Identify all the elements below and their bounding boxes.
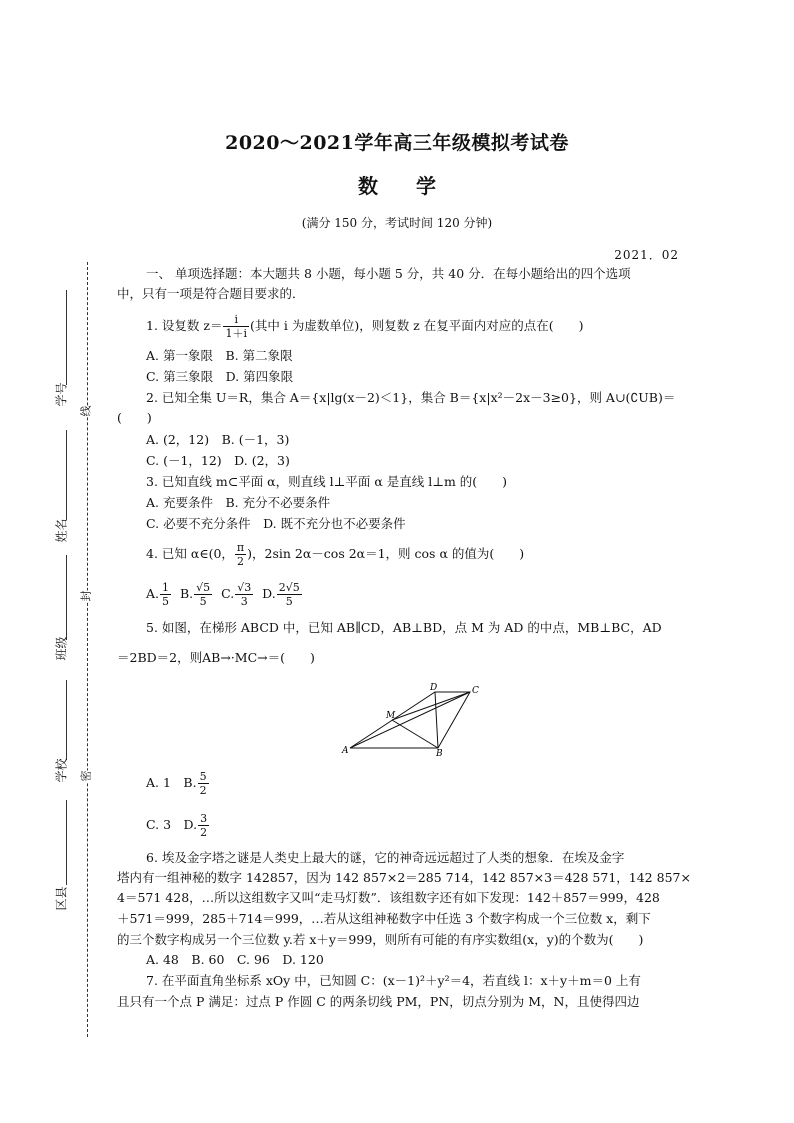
- q5-opt-b-num: 5: [199, 770, 207, 783]
- segment-mc: [392, 692, 470, 720]
- q4-opt-a: [160, 581, 171, 608]
- blank-line-name: [66, 430, 67, 520]
- q4-opt-d-label: D.: [262, 586, 276, 601]
- point-m-label: M: [386, 711, 396, 721]
- question-3-options-ab: A. 充要条件 B. 充分不必要条件: [146, 495, 331, 510]
- q4-fraction: [235, 541, 246, 568]
- question-6-line-5: 的三个数字构成另一个三位数 y.若 x＋y＝999，则所有可能的有序实数组(x，y)的个数为( ): [117, 932, 644, 947]
- section-heading-cont: 中，只有一项是符合题目要求的．: [117, 286, 305, 301]
- q1-frac-num: i: [223, 313, 249, 327]
- q5-opt-d-den: 2: [200, 826, 208, 839]
- point-d-label: D: [430, 683, 438, 693]
- q4-opt-b-den: 5: [199, 595, 207, 608]
- question-5-stem: 5. 如图，在梯形 ABCD 中，已知 AB∥CD，AB⊥BD，点 M 为 AD 的中点，MB⊥BC，AD: [146, 620, 662, 635]
- q4-opt-c-num: √3: [237, 581, 252, 594]
- q4-opt-d: [277, 581, 302, 608]
- point-a-label: A: [342, 746, 349, 756]
- q5-opt-b-den: 2: [199, 784, 207, 797]
- section-heading: 一、 单项选择题：本大题共 8 小题，每小题 5 分，共 40 分．在每小题给出的四个选项: [146, 266, 631, 281]
- seal-char-line: 线: [79, 405, 93, 417]
- q4-frac-den: 2: [237, 555, 245, 568]
- q1-post: (其中 i 为虚数单位)，则复数 z 在复平面内对应的点在( ): [250, 318, 584, 333]
- q4-opt-b: [194, 581, 212, 608]
- subject-title: 数学: [358, 174, 474, 198]
- label-school: 学校: [54, 758, 69, 783]
- question-2-options-cd: C. (－1，12) D. (2，3): [146, 453, 290, 468]
- q4-post: )，2sin 2α－cos 2α＝1，则 cos α 的值为( ): [247, 546, 525, 561]
- q4-opt-b-label: B.: [179, 586, 194, 601]
- q5-opt-d-fraction: [198, 812, 209, 839]
- question-1-options-ab: A. 第一象限 B. 第二象限: [146, 348, 293, 363]
- seal-char-close: 密: [79, 770, 93, 782]
- label-student-id: 学号: [54, 382, 69, 407]
- blank-line-district: [66, 800, 67, 885]
- question-4-stem: [146, 540, 524, 568]
- q4-opt-a-den: 5: [162, 595, 170, 608]
- blank-line-school: [66, 680, 67, 760]
- question-6-options: A. 48 B. 60 C. 96 D. 120: [146, 952, 324, 967]
- question-6-line-4: ＋571＝999，285＋714＝999，…若从这组神秘数字中任选 3 个数字构成一个三位数 x，剩下: [117, 911, 651, 926]
- blank-line-class: [66, 555, 67, 640]
- segment-ac: [350, 692, 470, 748]
- question-1-options-cd: C. 第三象限 D. 第四象限: [146, 369, 294, 384]
- q4-opt-c-den: 3: [240, 595, 248, 608]
- exam-date: 2021．02: [614, 248, 679, 262]
- q4-opt-c: [235, 581, 253, 608]
- question-5-options-cd: [146, 810, 210, 840]
- q5-opt-d-num: 3: [200, 812, 208, 825]
- q4-opt-a-num: 1: [162, 581, 170, 594]
- label-district: 区县: [54, 886, 69, 911]
- q5-opt-ab-text: A. 1 B.: [146, 775, 197, 790]
- q1-frac-den: 1＋i: [225, 327, 247, 340]
- q1-fraction: [223, 313, 249, 340]
- question-6-line-1: 6. 埃及金字塔之谜是人类史上最大的谜，它的神奇远远超过了人类的想象．在埃及金字: [146, 850, 625, 865]
- q4-pre: 4. 已知 α∈(0，: [146, 546, 234, 561]
- question-2-options-ab: A. (2，12) B. (－1，3): [146, 432, 290, 447]
- seal-char-seal: 封: [79, 590, 93, 602]
- question-3-stem: 3. 已知直线 m⊂平面 α，则直线 l⊥平面 α 是直线 l⊥m 的( ): [146, 474, 508, 489]
- q1-pre: 1. 设复数 z＝: [146, 318, 223, 333]
- q4-opt-a-label: A.: [146, 586, 160, 601]
- question-7-line-1: 7. 在平面直角坐标系 xOy 中，已知圆 C：(x－1)²＋y²＝4，若直线 l：x＋y＋m＝0 上有: [146, 973, 641, 988]
- trapezoid-figure: [340, 682, 490, 757]
- question-7-line-2: 且只有一个点 P 满足：过点 P 作圆 C 的两条切线 PM，PN，切点分别为 M，N，且使得四边: [117, 994, 640, 1009]
- binding-dashed-line: [87, 262, 88, 1037]
- question-5-stem-cont: ＝2BD＝2，则AB→·MC→＝( ): [117, 650, 315, 665]
- q5-opt-b-fraction: [198, 770, 209, 797]
- point-c-label: C: [472, 686, 479, 696]
- q4-opt-c-label: C.: [221, 586, 235, 601]
- question-2-stem: 2. 已知全集 U＝R，集合 A＝{x|lg(x－2)＜1}，集合 B＝{x|x²－2x－3≥0}，则 A∪(∁UB)＝: [146, 390, 676, 405]
- segment-mb: [392, 720, 438, 748]
- q5-opt-cd-text: C. 3 D.: [146, 817, 198, 832]
- question-6-line-2: 塔内有一组神秘的数字 142857，因为 142 857×2＝285 714，142 857×3＝428 571，142 857×: [117, 870, 691, 885]
- label-name: 姓名: [54, 518, 69, 543]
- exam-title: 2020～2021学年高三年级模拟考试卷: [225, 132, 569, 154]
- blank-line-student-id: [66, 290, 67, 385]
- question-2-stem-cont: ( ): [117, 410, 152, 425]
- question-3-options-cd: C. 必要不充分条件 D. 既不充分也不必要条件: [146, 516, 406, 531]
- segment-bd: [435, 692, 438, 748]
- question-4-options: [146, 580, 303, 608]
- question-6-line-3: 4＝571 428，…所以这组数字又叫“走马灯数”．该组数字还有如下发现：142＋857＝999，428: [117, 890, 660, 905]
- question-1-stem: [146, 312, 584, 340]
- exam-info: (满分 150 分，考试时间 120 分钟): [301, 216, 493, 230]
- q4-opt-d-den: 5: [285, 595, 293, 608]
- q4-opt-b-num: √5: [196, 581, 211, 594]
- q4-frac-num: π: [236, 541, 245, 554]
- label-class: 班级: [54, 636, 69, 661]
- q4-opt-d-num: 2√5: [278, 581, 300, 594]
- question-5-options-ab: [146, 768, 210, 798]
- point-b-label: B: [436, 749, 443, 757]
